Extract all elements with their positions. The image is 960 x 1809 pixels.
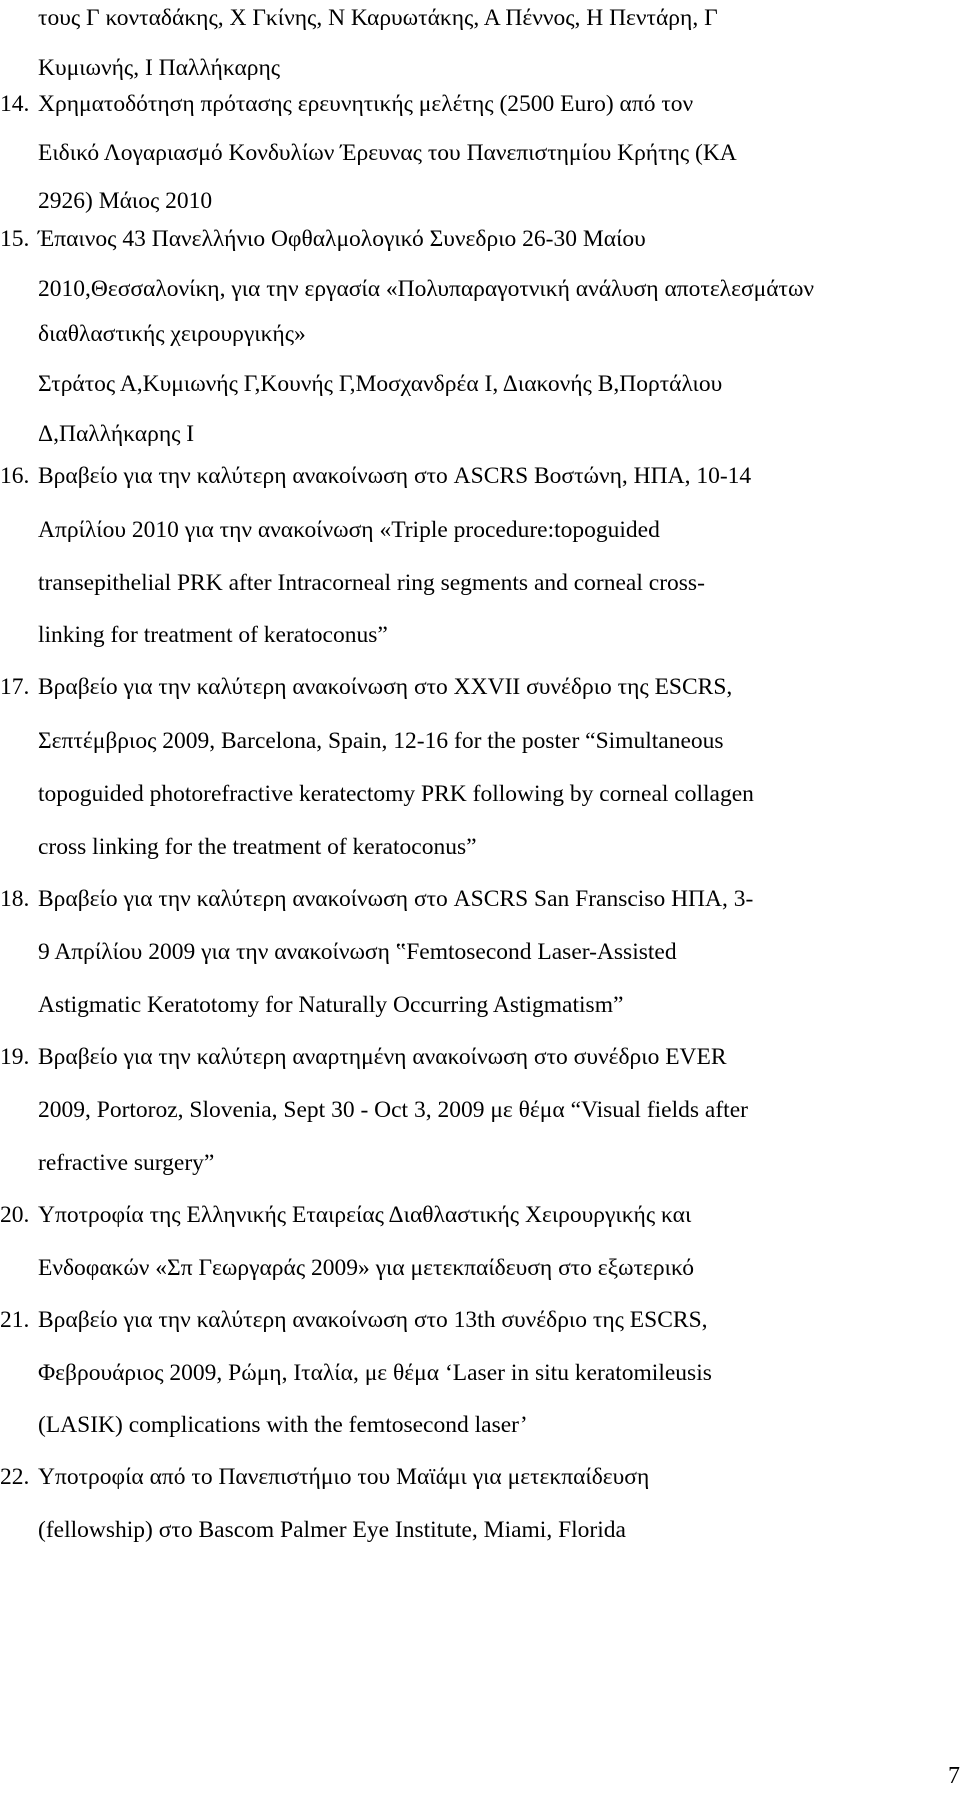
list-item-line: Απρίλίου 2010 για την ανακοίνωση «Triple procedure:topoguided	[38, 517, 660, 543]
list-item-line: (LASIK) complications with the femtosecond laser’	[38, 1412, 528, 1438]
page-number: 7	[948, 1763, 960, 1789]
list-item-line: Βραβείο για την καλύτερη ανακοίνωση στο 13th συνέδριο της ESCRS,	[38, 1307, 708, 1333]
list-item-line: Ενδοφακών «Σπ Γεωργαράς 2009» για μετεκπαίδευση στο εξωτερικό	[38, 1255, 695, 1281]
list-item-line: 2009, Portoroz, Slovenia, Sept 30 - Oct 3, 2009 με θέμα “Visual fields after	[38, 1097, 748, 1123]
list-item-line: 2926) Μάιος 2010	[38, 188, 213, 214]
list-item-line: 9 Απρίλίου 2009 για την ανακοίνωση ‟Femtosecond Laser-Assisted	[38, 939, 677, 965]
list-item-line: Βραβείο για την καλύτερη ανακοίνωση στο XXVII συνέδριο της ESCRS,	[38, 674, 733, 700]
list-item-number: 15.	[0, 226, 30, 252]
list-item-line: Ειδικό Λογαριασμό Κονδυλίων Έρευνας του Πανεπιστημίου Κρήτης (ΚΑ	[38, 140, 737, 166]
list-item-line: Χρηματοδότηση πρότασης ερευνητικής μελέτης (2500 Euro) από τον	[38, 91, 694, 117]
intro-line-1: τους Γ κονταδάκης, Χ Γκίνης, Ν Καρυωτάκης, Α Πέννος, Η Πεντάρη, Γ	[38, 5, 718, 31]
list-item-line: Υποτροφία από το Πανεπιστήμιο του Μαϊάμι για μετεκπαίδευση	[38, 1464, 650, 1490]
list-item-line: Έπαινος 43 Πανελλήνιο Οφθαλμολογικό Συνεδριο 26-30 Μαίου	[38, 226, 646, 252]
list-item-line: topoguided photorefractive keratectomy PRK following by corneal collagen	[38, 781, 754, 807]
list-item-line: Στράτος Α,Κυμιωνής Γ,Κουνής Γ,Μοσχανδρέα Ι, Διακονής Β,Πορτάλιου	[38, 371, 723, 397]
list-item-line: Βραβείο για την καλύτερη αναρτημένη ανακοίνωση στο συνέδριο EVER	[38, 1044, 727, 1070]
list-item-line: 2010,Θεσσαλονίκη, για την εργασία «Πολυπαραγοτνική ανάλυση αποτελεσμάτων	[38, 276, 815, 302]
list-item-line: linking for treatment of keratoconus”	[38, 622, 388, 648]
list-item-line: Φεβρουάριος 2009, Ρώμη, Ιταλία, με θέμα ‘Laser in situ keratomileusis	[38, 1360, 712, 1386]
list-item-number: 20.	[0, 1202, 30, 1228]
list-item-number: 14.	[0, 91, 30, 117]
list-item-line: Δ,Παλλήκαρης Ι	[38, 421, 195, 447]
list-item-line: transepithelial PRK after Intracorneal ring segments and corneal cross-	[38, 570, 705, 596]
list-item-line: refractive surgery”	[38, 1150, 215, 1176]
list-item-number: 22.	[0, 1464, 30, 1490]
list-item-line: cross linking for the treatment of keratoconus”	[38, 834, 477, 860]
list-item-number: 17.	[0, 674, 30, 700]
list-item-number: 21.	[0, 1307, 30, 1333]
list-item-line: Υποτροφία της Ελληνικής Εταιρείας Διαθλαστικής Χειρουργικής και	[38, 1202, 692, 1228]
intro-line-2: Κυμιωνής, Ι Παλλήκαρης	[38, 55, 281, 81]
list-item-number: 18.	[0, 886, 30, 912]
list-item-number: 19.	[0, 1044, 30, 1070]
list-item-line: Βραβείο για την καλύτερη ανακοίνωση στο ASCRS Βοστώνη, ΗΠΑ, 10-14	[38, 463, 752, 489]
list-item-line: Σεπτέμβριος 2009, Barcelona, Spain, 12-16 for the poster “Simultaneous	[38, 728, 724, 754]
list-item-line: (fellowship) στο Bascom Palmer Eye Institute, Miami, Florida	[38, 1517, 626, 1543]
list-item-line: Βραβείο για την καλύτερη ανακοίνωση στο ASCRS San Fransciso ΗΠΑ, 3-	[38, 886, 754, 912]
list-item-line: Astigmatic Keratotomy for Naturally Occurring Astigmatism”	[38, 992, 624, 1018]
list-item-line: διαθλαστικής χειρουργικής»	[38, 321, 306, 347]
list-item-number: 16.	[0, 463, 30, 489]
